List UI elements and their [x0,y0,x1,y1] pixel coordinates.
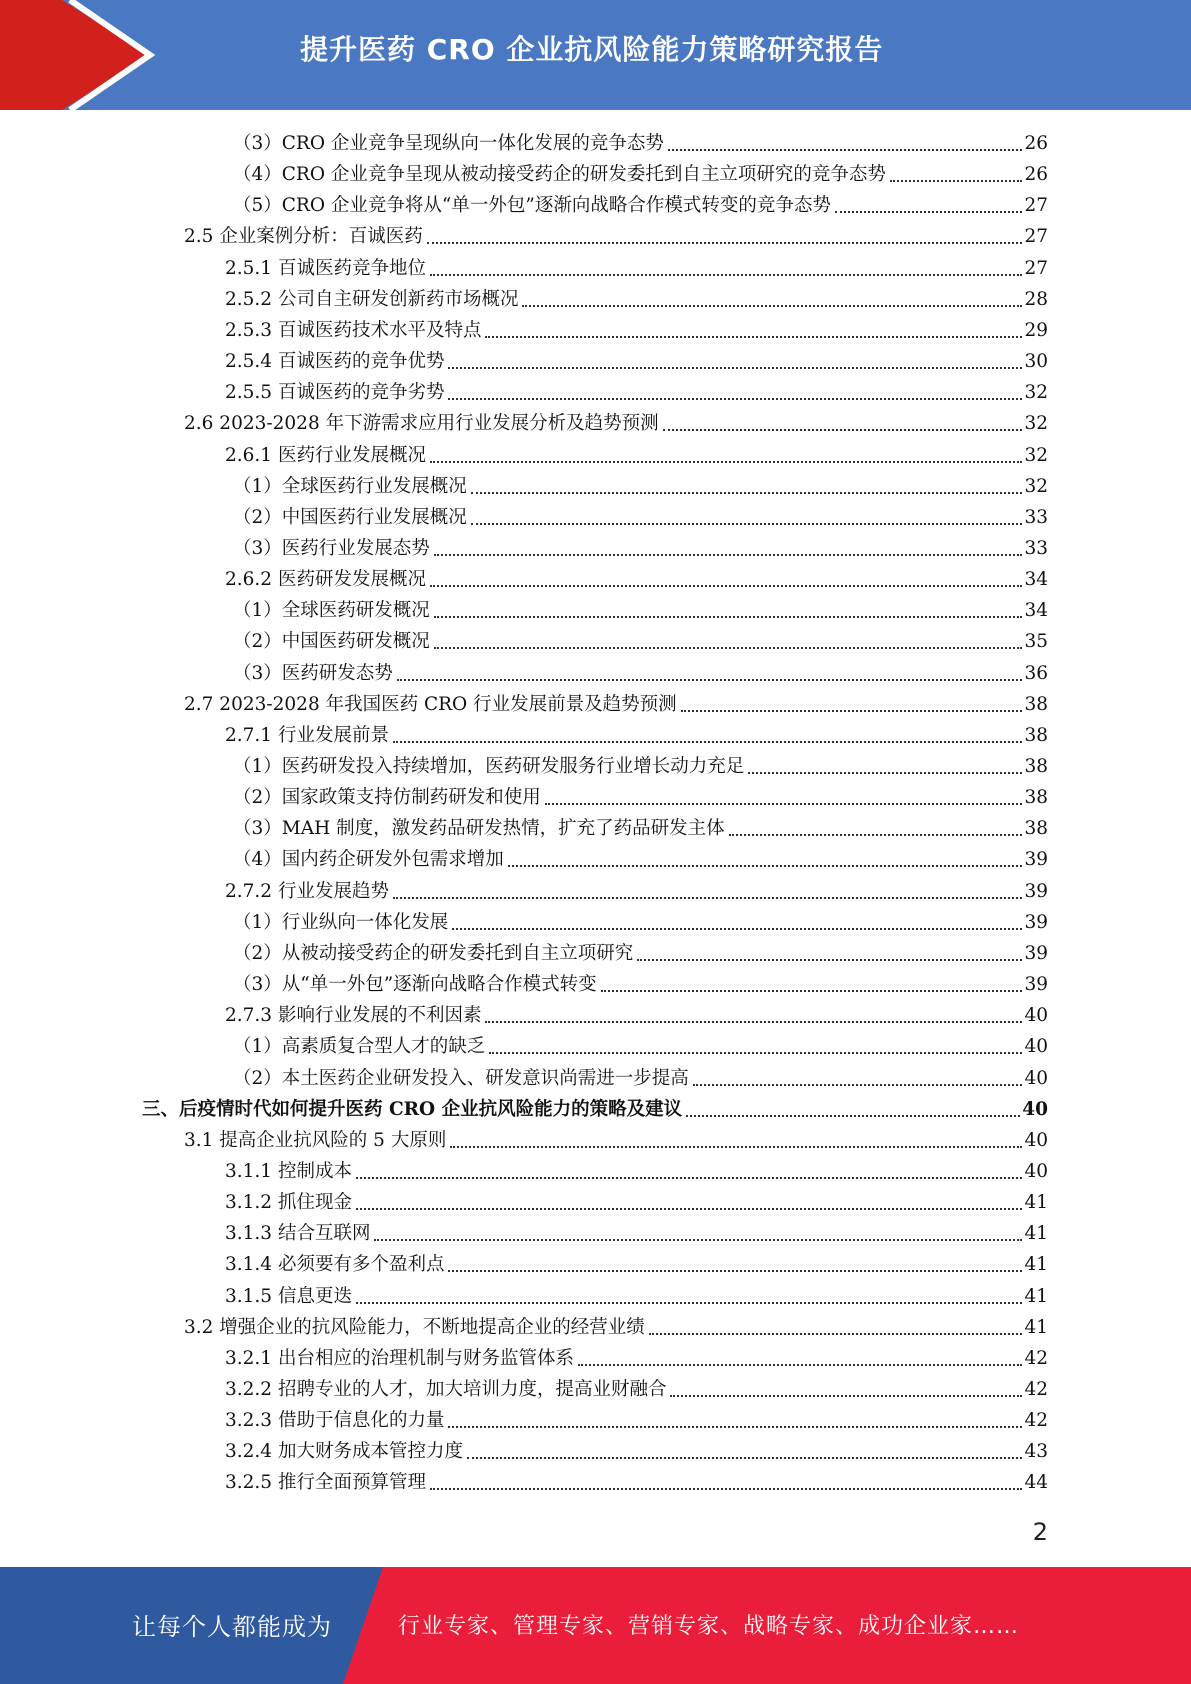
toc-dot-leader [450,1145,1022,1148]
toc-entry-page: 29 [1024,319,1048,341]
toc-entry-page: 27 [1024,257,1048,279]
toc-entry-page: 33 [1024,537,1048,559]
toc-entry-page: 32 [1024,444,1048,466]
toc-entry-page: 34 [1024,600,1048,622]
toc-entry-title: 3.2.2 招聘专业的人才，加大培训力度，提高业财融合 [225,1379,667,1400]
toc-entry-title: （2）中国医药研发概况 [233,631,430,653]
toc-dot-leader [374,1238,1022,1241]
toc-entry-title: 2.7.2 行业发展趋势 [225,880,389,902]
toc-entry[interactable] [225,1187,1048,1218]
toc-entry-title: 3.2 增强企业的抗风险能力，不断地提高企业的经营业绩 [184,1316,645,1338]
toc-entry-page: 32 [1024,413,1048,435]
toc-entry[interactable] [184,221,1048,252]
toc-entry[interactable] [225,1281,1048,1312]
toc-entry[interactable] [225,1218,1048,1249]
toc-dot-leader [835,210,1023,213]
toc-entry-title: （3）MAH 制度，激发药品研发热情，扩充了药品研发主体 [233,818,725,840]
toc-dot-leader [485,1020,1022,1023]
toc-entry[interactable] [233,533,1048,564]
toc-dot-leader [637,958,1022,961]
toc-entry[interactable] [233,658,1048,689]
toc-entry-page: 38 [1024,693,1048,715]
toc-entry-title: 2.7.1 行业发展前景 [225,724,389,746]
footer-banner [0,1567,1191,1684]
toc-entry-title: 3.2.5 推行全面预算管理 [225,1472,426,1494]
toc-entry[interactable] [233,782,1048,813]
toc-dot-leader [448,1269,1022,1272]
toc-dot-leader [430,584,1022,587]
toc-entry-title: 3.1.2 抓住现金 [225,1192,352,1214]
toc-entry[interactable] [184,408,1048,439]
toc-entry-page: 33 [1024,506,1048,528]
toc-entry-title: 三、后疫情时代如何提升医药 CRO 企业抗风险能力的策略及建议 [142,1098,683,1120]
toc-entry-title: 2.6.1 医药行业发展概况 [225,444,426,466]
toc-entry[interactable] [233,159,1048,190]
toc-entry[interactable] [233,502,1048,533]
toc-entry-page: 38 [1024,818,1048,840]
toc-entry-page: 41 [1024,1285,1048,1307]
toc-entry-page: 40 [1022,1098,1048,1120]
toc-entry-page: 39 [1024,911,1048,933]
toc-entry-page: 41 [1024,1223,1048,1245]
toc-dot-leader [467,1456,1022,1459]
toc-dot-leader [578,1363,1022,1366]
toc-entry[interactable] [233,128,1048,159]
toc-entry[interactable] [225,720,1048,751]
footer-slogan-left: 让每个人都能成为 [132,1613,332,1641]
toc-entry-title: 3.1.1 控制成本 [225,1160,352,1182]
toc-entry-page: 38 [1024,724,1048,746]
toc-dot-leader [489,1051,1022,1054]
toc-entry[interactable] [233,626,1048,657]
toc-entry[interactable] [225,1436,1048,1467]
toc-entry-page: 42 [1024,1379,1048,1400]
toc-dot-leader [434,646,1023,649]
toc-entry-page: 32 [1024,382,1048,404]
toc-entry-page: 26 [1024,133,1048,154]
toc-entry-page: 38 [1024,787,1048,809]
toc-entry-title: （3）医药行业发展态势 [233,537,430,559]
toc-dot-leader [729,833,1023,836]
toc-dot-leader [427,241,1023,244]
toc-entry-page: 41 [1024,1254,1048,1276]
toc-dot-leader [452,927,1022,930]
toc-entry-page: 36 [1024,662,1048,684]
toc-entry-page: 39 [1024,849,1048,871]
toc-entry-title: 2.5.3 百诚医药技术水平及特点 [225,319,482,341]
toc-entry-title: 2.5.1 百诚医药竞争地位 [225,257,426,279]
toc-entry-title: （1）高素质复合型人才的缺乏 [233,1036,486,1058]
toc-entry[interactable] [225,1000,1048,1031]
toc-entry[interactable] [233,844,1048,875]
toc-dot-leader [434,615,1023,618]
toc-entry[interactable] [225,440,1048,471]
toc-entry-title: 3.1 提高企业抗风险的 5 大原则 [184,1129,447,1151]
toc-dot-leader [393,740,1022,743]
toc-dot-leader [448,1425,1022,1428]
toc-entry-title: （2）中国医药行业发展概况 [233,506,467,528]
toc-dot-leader [430,460,1022,463]
toc-entry[interactable] [225,377,1048,408]
toc-entry[interactable] [225,1374,1048,1405]
toc-entry-title: 2.5.2 公司自主研发创新药市场概况 [225,288,519,310]
toc-entry[interactable] [233,595,1048,626]
toc-entry-page: 30 [1024,351,1048,373]
toc-dot-leader [545,802,1023,805]
page-number: 2 [1032,1518,1048,1546]
toc-entry-title: （5）CRO 企业竞争将从“单一外包”逐渐向战略合作模式转变的竞争态势 [233,195,831,217]
toc-entry-page: 27 [1024,195,1048,217]
toc-entry[interactable] [225,1249,1048,1280]
toc-entry-page: 34 [1024,569,1048,591]
toc-entry-page: 28 [1024,288,1048,310]
toc-entry[interactable] [233,751,1048,782]
toc-dot-leader [356,1176,1023,1179]
toc-entry[interactable] [142,1094,1048,1125]
toc-entry-title: 2.7 2023-2028 年我国医药 CRO 行业发展前景及趋势预测 [184,693,677,715]
toc-dot-leader [681,709,1023,712]
toc-entry-title: （4）国内药企研发外包需求增加 [233,849,504,871]
toc-dot-leader [601,989,1023,992]
toc-entry-page: 40 [1024,1129,1048,1151]
toc-entry-page: 40 [1024,1160,1048,1182]
toc-entry[interactable] [225,346,1048,377]
toc-entry-page: 41 [1024,1316,1048,1338]
toc-dot-leader [471,522,1023,525]
toc-entry-title: 3.2.4 加大财务成本管控力度 [225,1441,463,1463]
toc-entry-title: （1）全球医药研发概况 [233,600,430,622]
toc-entry[interactable] [184,1125,1048,1156]
toc-entry-title: （1）全球医药行业发展概况 [233,475,467,497]
header-arrow-decoration [0,0,160,110]
toc-dot-leader [522,304,1022,307]
toc-entry[interactable] [184,689,1048,720]
toc-entry-title: （1）行业纵向一体化发展 [233,911,449,933]
report-title: 提升医药 CRO 企业抗风险能力策略研究报告 [300,33,884,66]
toc-entry-page: 44 [1024,1472,1048,1494]
toc-entry[interactable] [233,907,1048,938]
toc-entry-page: 40 [1024,1005,1048,1027]
toc-entry-page: 40 [1024,1036,1048,1058]
toc-dot-leader [397,678,1023,681]
toc-entry-title: （2）国家政策支持仿制药研发和使用 [233,787,541,809]
toc-entry-page: 32 [1024,475,1048,497]
toc-entry[interactable] [225,1467,1048,1498]
toc-entry-title: 2.5.5 百诚医药的竞争劣势 [225,382,445,404]
toc-dot-leader [670,1394,1022,1397]
toc-entry[interactable] [233,938,1048,969]
toc-entry[interactable] [225,876,1048,907]
toc-dot-leader [434,553,1023,556]
toc-entry-title: 2.7.3 影响行业发展的不利因素 [225,1005,482,1027]
toc-entry-page: 42 [1024,1410,1048,1432]
toc-entry-title: 2.5.4 百诚医药的竞争优势 [225,351,445,373]
toc-entry[interactable] [233,471,1048,502]
toc-entry-page: 43 [1024,1441,1048,1463]
toc-entry[interactable] [233,190,1048,221]
toc-entry-title: （3）从“单一外包”逐渐向战略合作模式转变 [233,974,597,996]
toc-entry-title: 3.1.5 信息更迭 [225,1285,352,1307]
toc-dot-leader [430,1487,1022,1490]
toc-entry[interactable] [225,284,1048,315]
toc-entry-title: 3.2.1 出台相应的治理机制与财务监管体系 [225,1347,574,1369]
toc-entry-title: 2.5 企业案例分析：百诚医药 [184,226,423,248]
toc-entry-page: 39 [1024,974,1048,996]
toc-entry-page: 42 [1024,1347,1048,1369]
toc-dot-leader [748,771,1022,774]
toc-entry-page: 35 [1024,631,1048,653]
toc-entry-title: （1）医药研发投入持续增加，医药研发服务行业增长动力充足 [233,756,745,777]
toc-entry-page: 39 [1024,880,1048,902]
toc-dot-leader [448,366,1022,369]
toc-entry[interactable] [225,564,1048,595]
toc-dot-leader [649,1332,1023,1335]
toc-dot-leader [686,1114,1020,1117]
toc-dot-leader [485,335,1022,338]
footer-slogan-right: 行业专家、管理专家、营销专家、战略专家、成功企业家…… [398,1614,1020,1639]
toc-dot-leader [508,864,1023,867]
toc-entry-page: 41 [1024,1192,1048,1214]
toc-entry-title: 3.2.3 借助于信息化的力量 [225,1410,445,1432]
toc-dot-leader [430,273,1022,276]
toc-entry-title: 3.1.4 必须要有多个盈利点 [225,1254,445,1276]
toc-entry-page: 39 [1024,942,1048,964]
toc-entry[interactable] [225,1343,1048,1374]
toc-entry-title: 2.6 2023-2028 年下游需求应用行业发展分析及趋势预测 [184,413,659,435]
toc-entry[interactable] [225,315,1048,346]
toc-entry-page: 38 [1024,756,1048,777]
toc-dot-leader [356,1207,1023,1210]
toc-entry[interactable] [225,1405,1048,1436]
toc-entry-title: （4）CRO 企业竞争呈现从被动接受药企的研发委托到自主立项研究的竞争态势 [233,164,886,186]
toc-dot-leader [471,491,1023,494]
toc-dot-leader [663,428,1023,431]
toc-entry[interactable] [233,969,1048,1000]
toc-dot-leader [668,148,1023,151]
toc-entry[interactable] [225,253,1048,284]
toc-dot-leader [448,397,1022,400]
toc-dot-leader [890,179,1023,182]
toc-entry[interactable] [233,1031,1048,1062]
toc-dot-leader [356,1301,1023,1304]
toc-entry-title: 2.6.2 医药研发发展概况 [225,569,426,591]
toc-entry-title: 3.1.3 结合互联网 [225,1223,371,1245]
toc-entry[interactable] [184,1312,1048,1343]
toc-entry[interactable] [233,1063,1048,1094]
toc-entry-title: （3）医药研发态势 [233,662,393,684]
toc-entry-title: （2）本土医药企业研发投入、研发意识尚需进一步提高 [233,1067,689,1089]
toc-entry-title: （3）CRO 企业竞争呈现纵向一体化发展的竞争态势 [233,133,664,154]
toc-dot-leader [693,1083,1023,1086]
toc-entry-page: 40 [1024,1067,1048,1089]
header-bar [0,0,1191,110]
toc-entry-title: （2）从被动接受药企的研发委托到自主立项研究 [233,942,634,964]
toc-entry-page: 26 [1024,164,1048,186]
toc-entry[interactable] [233,813,1048,844]
toc-entry-page: 27 [1024,226,1048,248]
toc-entry[interactable] [225,1156,1048,1187]
toc-dot-leader [393,896,1022,899]
